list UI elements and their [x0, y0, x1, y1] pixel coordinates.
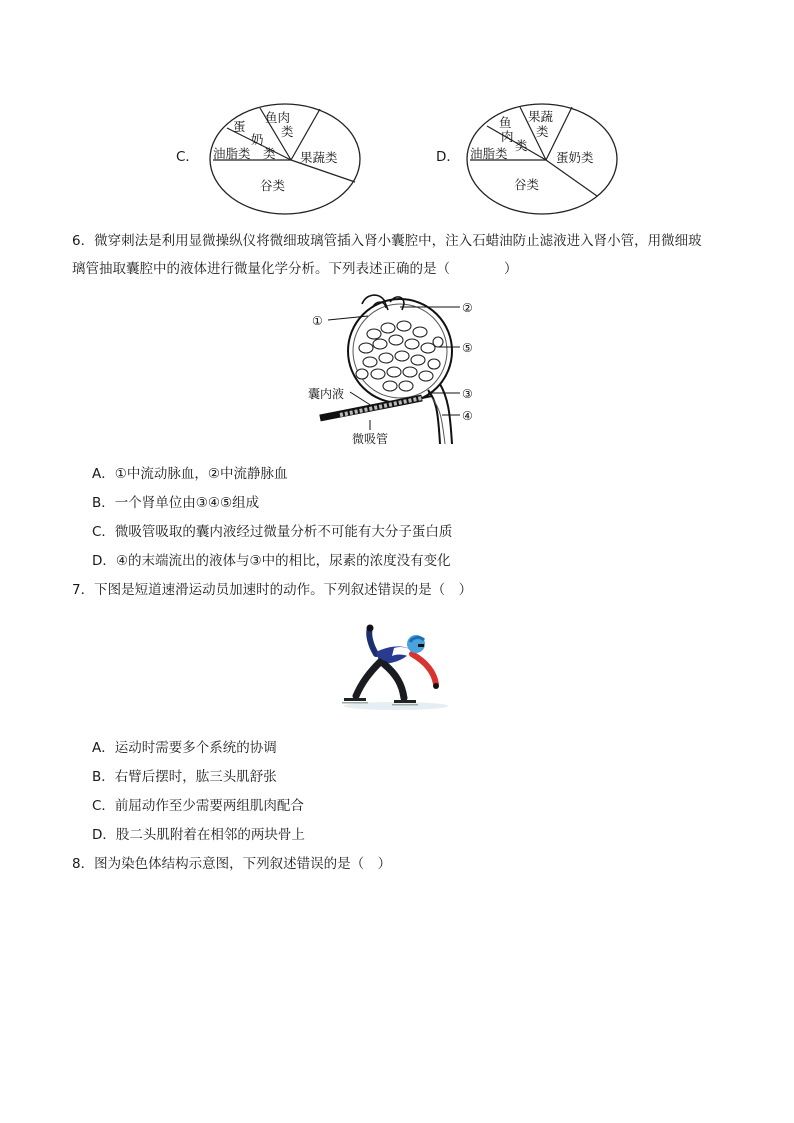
- nephron-micropuncture-figure: [300, 294, 500, 446]
- question8-stem: 8．图为染色体结构示意图，下列叙述错误的是（ ）: [72, 856, 392, 872]
- question7-option-a[interactable]: A．运动时需要多个系统的协调: [92, 740, 277, 756]
- question6-option-a[interactable]: A．①中流动脉血，②中流静脉血: [92, 466, 288, 482]
- label-micropipette: 微吸管: [352, 432, 389, 446]
- d-sector-fruit: 果蔬: [528, 109, 554, 124]
- option-d-pie-diagram: [462, 100, 622, 218]
- label-2: ②: [462, 301, 473, 315]
- d-sector-fruit-class: 类: [536, 124, 549, 139]
- c-sector-fish-class: 类: [281, 124, 294, 139]
- d-sector-egg-milk: 蛋奶类: [556, 150, 594, 165]
- question6-stem-line2: 璃管抽取囊腔中的液体进行微量化学分析。下列表述正确的是（ ）: [72, 261, 518, 277]
- option-c-letter: C．: [176, 149, 199, 165]
- question6-option-b[interactable]: B．一个肾单位由③④⑤组成: [92, 495, 260, 511]
- label-capsule-fluid: 囊内液: [308, 387, 345, 401]
- c-sector-grain: 谷类: [260, 178, 286, 193]
- label-4: ④: [462, 409, 473, 423]
- question7-stem: 7．下图是短道速滑运动员加速时的动作。下列叙述错误的是（ ）: [72, 582, 473, 598]
- d-sector-fish: 鱼: [499, 115, 512, 130]
- question6-option-c[interactable]: C．微吸管吸取的囊内液经过微量分析不可能有大分子蛋白质: [92, 524, 453, 540]
- speed-skater-illustration: [336, 622, 454, 714]
- question7-option-d[interactable]: D．股二头肌附着在相邻的两块骨上: [92, 827, 305, 843]
- c-sector-fruit: 果蔬类: [300, 150, 338, 165]
- d-sector-fish-class: 类: [515, 138, 528, 153]
- c-sector-milk: 奶: [251, 132, 264, 147]
- question6-option-d[interactable]: D．④的末端流出的液体与③中的相比，尿素的浓度没有变化: [92, 553, 451, 569]
- option-c-pie-diagram: [205, 100, 365, 218]
- label-5: ⑤: [462, 341, 473, 355]
- c-sector-egg-class: 类: [263, 146, 276, 161]
- d-sector-oil: 油脂类: [470, 146, 508, 161]
- label-3: ③: [462, 387, 473, 401]
- c-sector-egg: 蛋: [233, 119, 246, 134]
- question6-stem-line1: 6．微穿刺法是利用显微操纵仪将微细玻璃管插入肾小囊腔中，注入石蜡油防止滤液进入肾小管，用微细玻: [72, 233, 702, 249]
- question7-option-b[interactable]: B．右臂后摆时，肱三头肌舒张: [92, 769, 277, 785]
- c-sector-fish: 鱼肉: [265, 110, 291, 125]
- d-sector-meat: 肉: [501, 129, 514, 144]
- label-1: ①: [312, 314, 323, 328]
- option-d-letter: D．: [436, 149, 460, 165]
- d-sector-grain: 谷类: [514, 177, 540, 192]
- c-sector-oil: 油脂类: [213, 146, 251, 161]
- question7-option-c[interactable]: C．前屈动作至少需要两组肌肉配合: [92, 798, 304, 814]
